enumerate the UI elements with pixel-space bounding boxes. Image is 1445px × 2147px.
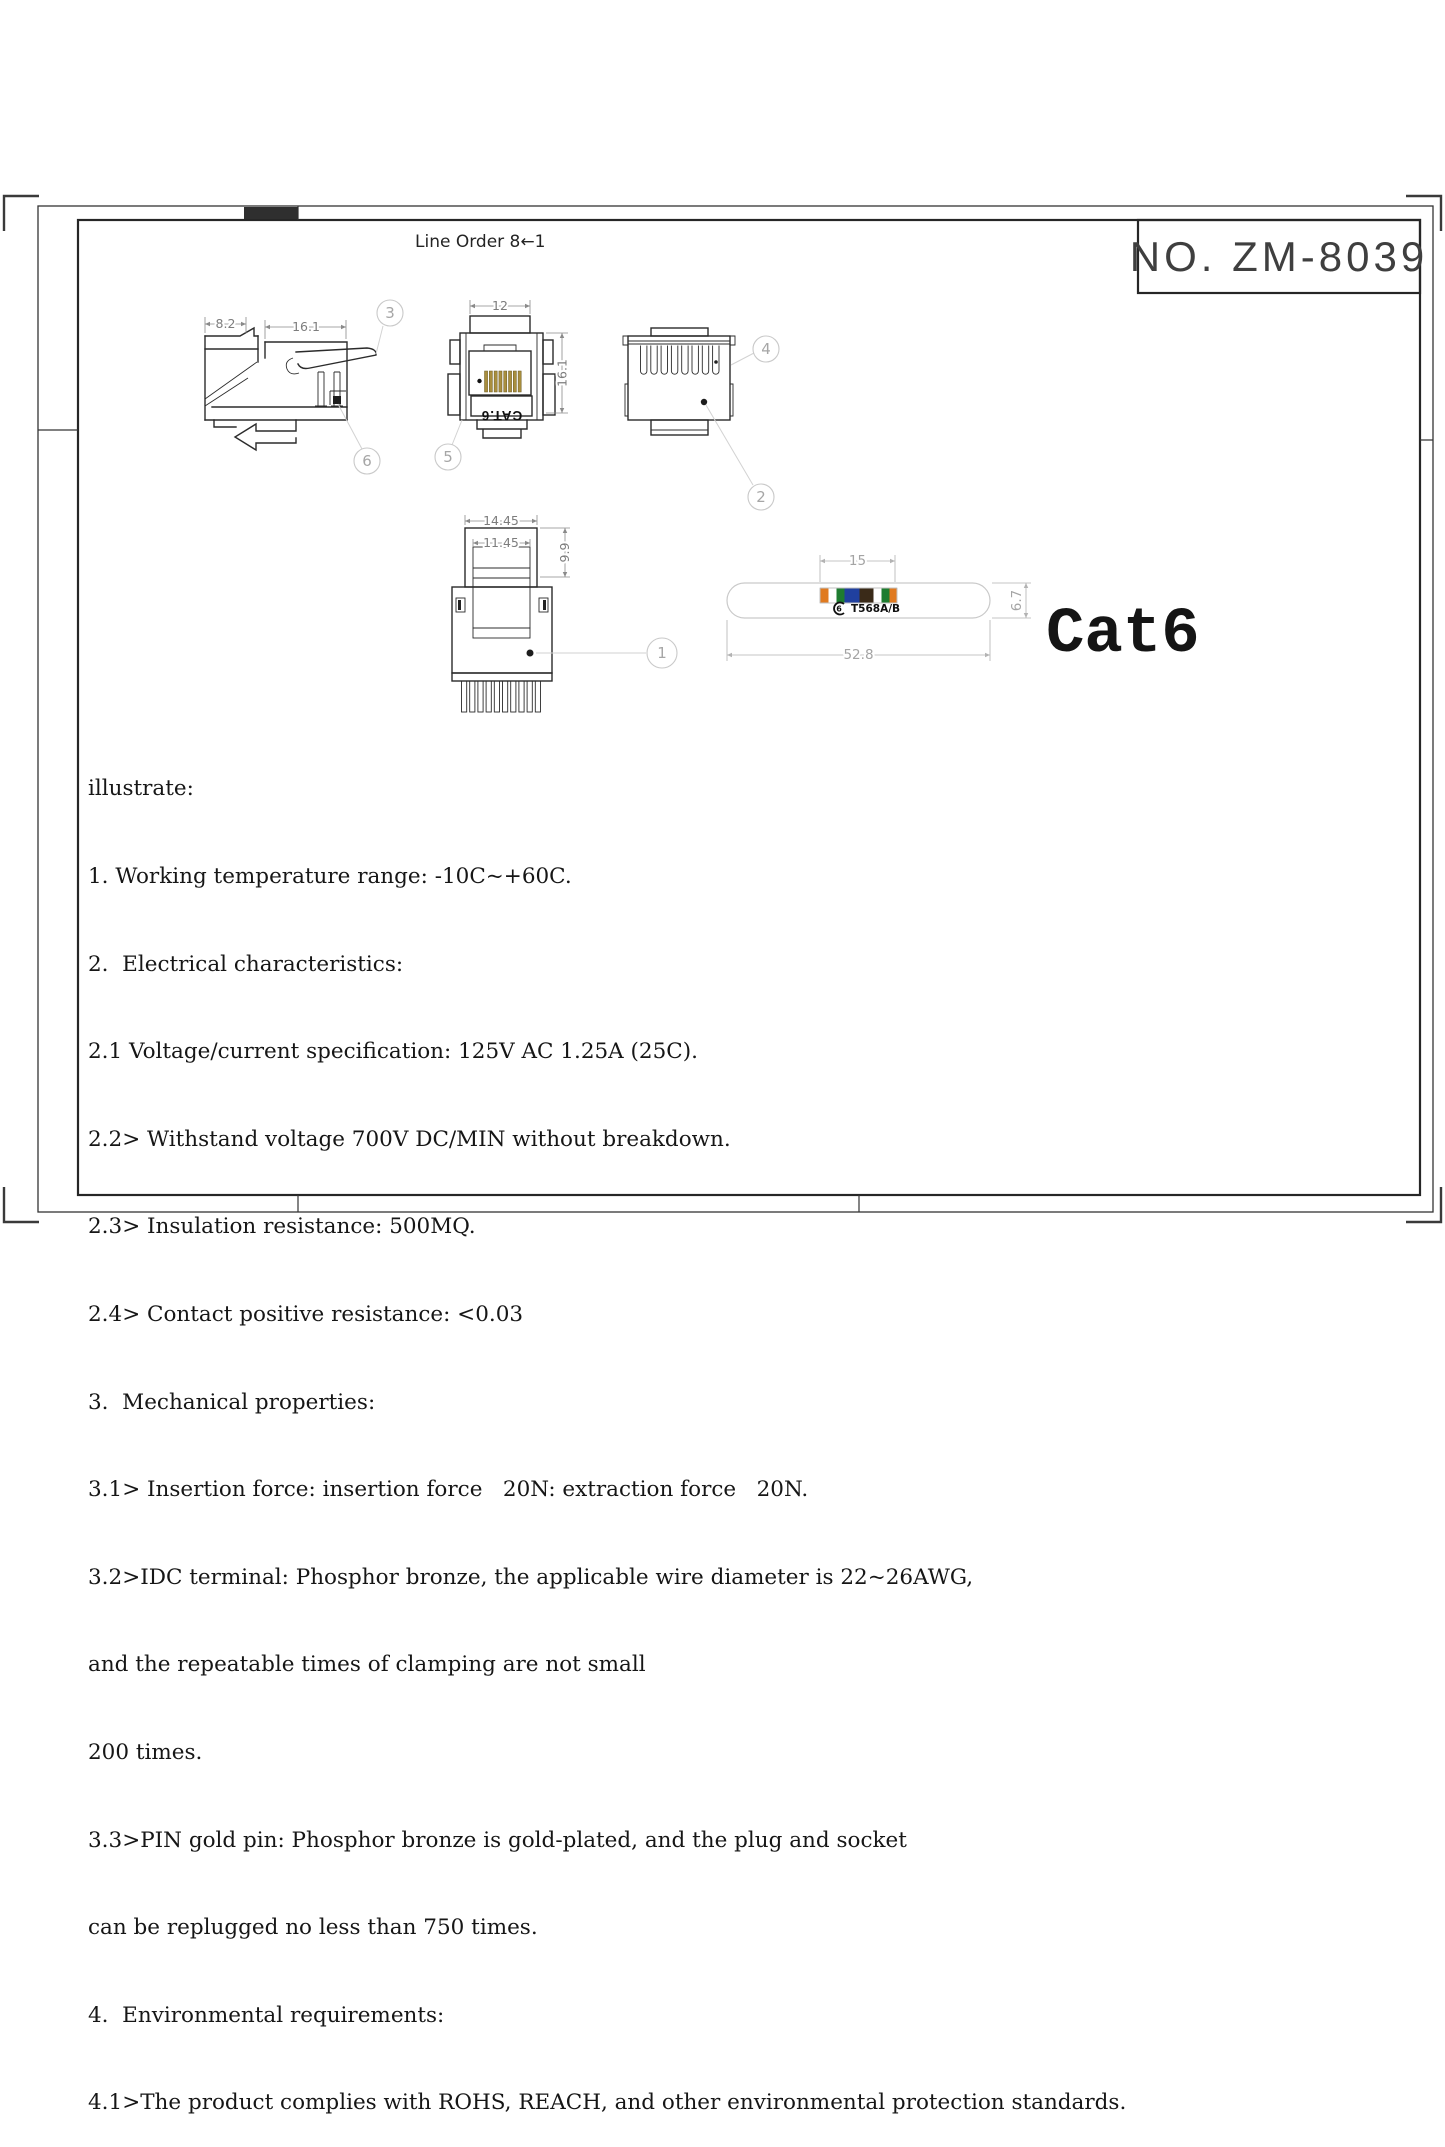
latch-arm [296,348,376,369]
callout-6 [338,404,380,474]
spec-text-block [88,716,1188,2147]
spec-line: 2.3> Insulation resistance: 500MQ. [88,1214,476,1240]
idc-slots [641,346,720,375]
spec-line: 4.1>The product complies with ROHS, REACH, and other environmental protection standards. [88,2090,1127,2116]
spec-line: and the repeatable times of clamping are not small [88,1652,646,1678]
callout-1-number: 1 [657,644,667,662]
callout-5 [435,420,462,470]
product-category-label: Cat6 [1046,599,1200,671]
dim-side-top-width: 8.2 [215,316,236,331]
spec-line: illustrate: [88,776,194,802]
callout-1 [536,638,677,668]
callout-4-number: 4 [761,340,771,358]
corner-mark-bottom-right [1406,1187,1441,1222]
callout-5-number: 5 [443,448,453,466]
c6-logo-digit: 6 [836,604,842,614]
title-block [1130,220,1428,293]
spec-line: 4. Environmental requirements: [88,2002,445,2028]
cat6-face-label: CAT.6 [480,408,523,423]
wiring-color-swatches [821,589,897,603]
spec-line: 2. Electrical characteristics: [88,951,404,977]
mounting-foot [214,420,296,450]
spec-line: 2.2> Withstand voltage 700V DC/MIN without breakdown. [88,1126,731,1152]
callout-3-number: 3 [385,304,395,322]
spec-line: 3. Mechanical properties: [88,1389,376,1415]
spec-line: 2.1 Voltage/current specification: 125V AC 1.25A (25C). [88,1039,698,1065]
spec-line: 3.2>IDC terminal: Phosphor bronze, the applicable wire diameter is 22~26AWG, [88,1564,974,1590]
dim-bottom-depth: 9.9 [557,542,572,563]
front-view [448,316,555,438]
side-view [205,328,376,450]
dim-bottom-outer-width: 14.45 [483,513,519,528]
spec-line: 3.1> Insertion force: insertion force 20N: extraction force 20N. [88,1477,809,1503]
line-order-note: Line Order 8←1 [415,232,546,252]
corner-mark-top-left [4,196,39,231]
dim-label-width: 15 [848,553,867,569]
callout-3 [376,300,403,354]
callout-2-number: 2 [756,488,766,506]
spec-line: 2.4> Contact positive resistance: <0.03 [88,1301,524,1327]
spec-line: can be replugged no less than 750 times. [88,1915,538,1941]
spec-line: 200 times. [88,1739,203,1765]
corner-mark-top-right [1406,196,1441,231]
gold-pins [485,371,522,392]
dim-bottom-inner-width: 11.45 [483,535,519,550]
sheet-number: NO. ZM-8039 [1129,233,1429,280]
label-strip-view [727,583,990,618]
rear-view [623,328,735,435]
callout-2 [706,405,774,510]
dim-side-body-width: 16.1 [292,319,320,334]
comb-teeth [462,681,541,712]
dim-front-tab-width: 12 [492,298,508,313]
spec-line: 1. Working temperature range: -10C~+60C. [88,864,572,889]
callout-6-number: 6 [362,452,372,470]
wiring-standard-label: T568A/B [851,603,901,615]
dim-strip-total-length: 52.8 [843,647,874,663]
corner-mark-bottom-left [4,1187,39,1222]
dim-front-face-height: 16.1 [554,359,570,387]
callout-4 [731,336,779,365]
spec-line: 3.3>PIN gold pin: Phosphor bronze is gold-plated, and the plug and socket [88,1827,907,1853]
dim-strip-height: 6.7 [1009,589,1025,612]
bottom-view [452,528,552,712]
